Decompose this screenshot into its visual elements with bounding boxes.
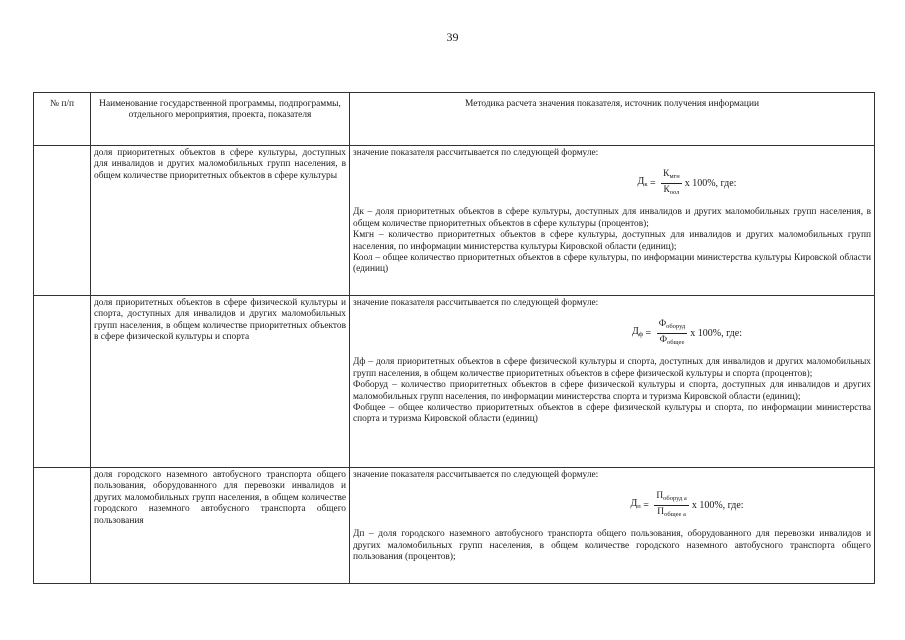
formula-description (353, 529, 871, 563)
formula: $Д_к$ = $\frac{К_{мгн}}{К_{оол}}$ х 100%, где: (503, 166, 871, 200)
page-number: 39 (446, 30, 459, 44)
indicator-table (33, 92, 875, 584)
description-line: Фоборуд – количество приоритетных объектов в сфере физической культуры и спорта, доступных для инвалидов и других маломобильных групп населения, по информации министерства спорта и туризма Кировской области (единиц); (353, 380, 871, 402)
formula-intro: значение показателя рассчитывается по следующей формуле: (353, 298, 599, 308)
formula: $Д_п$ = $\frac{П_{оборуд а}}{П_{общее а}}$ х 100%, где: (503, 488, 871, 522)
description-line: Коол – общее количество приоритетных объектов в сфере культуры, по информации министерства культуры Кировской области (единиц) (353, 253, 871, 275)
method-cell (350, 146, 875, 296)
table-row (34, 146, 875, 296)
formula-tail: х 100%, где: (690, 327, 742, 339)
row-number-cell (34, 468, 91, 584)
formula-fraction: $\frac{Ф_{оборуд}}{Ф_{общее}}$ (658, 318, 686, 346)
header-number: № п/п (34, 93, 91, 146)
description-line: Дф – доля приоритетных объектов в сфере физической культуры и спорта, доступных для инвалидов и других маломобильных групп населения, в общем количестве приоритетных объектов в сфере физической культуры и спорта (процентов); (353, 357, 871, 379)
description-line: Фобщее – общее количество приоритетных объектов в сфере физической культуры и спорта, по информации министерства спорта и туризма Кировской области (единиц) (353, 403, 871, 425)
formula-description (353, 207, 871, 275)
row-number-cell (34, 296, 91, 468)
description-line: Дк – доля приоритетных объектов в сфере культуры, доступных для инвалидов и других маломобильных групп населения, в общем количестве приоритетных объектов в сфере культуры (процентов); (353, 207, 871, 229)
formula-description (353, 357, 871, 425)
method-cell (350, 296, 875, 468)
formula: $Д_ф$ = $\frac{Ф_{оборуд}}{Ф_{общее}}$ х 100%, где: (503, 316, 871, 350)
indicator-name: доля городского наземного автобусного транспорта общего пользования, оборудованного для перевозки инвалидов и других маломобильных групп населения, в общем количестве городского наземного автобусного транспорта общего пользования (91, 468, 350, 584)
table-row (34, 296, 875, 468)
table-header-row (34, 93, 875, 146)
description-line: Кмгн – количество приоритетных объектов в сфере культуры, доступных для инвалидов и других маломобильных групп населения, по информации министерства культуры Кировской области (единиц); (353, 230, 871, 252)
header-name: Наименование государственной программы, подпрограммы, отдельного мероприятия, проекта, показателя (91, 93, 350, 146)
formula-lhs: $Д_ф$ (632, 326, 644, 339)
formula-intro: значение показателя рассчитывается по следующей формуле: (353, 148, 599, 158)
formula-tail: х 100%, где: (691, 499, 744, 511)
description-line: Дп – доля городского наземного автобусного транспорта общего пользования, оборудованного для перевозки инвалидов и других маломобильных групп населения, в общем количестве городского наземного автобусного транспорта общего пользования (процентов); (353, 529, 871, 563)
formula-fraction: $\frac{К_{мгн}}{К_{оол}}$ (663, 168, 680, 196)
formula-tail: х 100%, где: (684, 177, 737, 189)
formula-intro: значение показателя рассчитывается по следующей формуле: (353, 470, 599, 480)
header-method: Методика расчета значения показателя, источник получения информации (350, 93, 875, 146)
method-cell (350, 468, 875, 584)
formula-lhs: $Д_к$ (637, 176, 648, 189)
indicator-name: доля приоритетных объектов в сфере культуры, доступных для инвалидов и других маломобильных групп населения, в общем количестве приоритетных объектов в сфере культуры (91, 146, 350, 296)
formula-lhs: $Д_п$ (630, 498, 641, 511)
formula-fraction: $\frac{П_{оборуд а}}{П_{общее а}}$ (656, 490, 687, 518)
table-row (34, 468, 875, 584)
indicator-name: доля приоритетных объектов в сфере физической культуры и спорта, доступных для инвалидов и других маломобильных групп населения, в общем количестве приоритетных объектов в сфере физической культуры и спорта (91, 296, 350, 468)
row-number-cell (34, 146, 91, 296)
